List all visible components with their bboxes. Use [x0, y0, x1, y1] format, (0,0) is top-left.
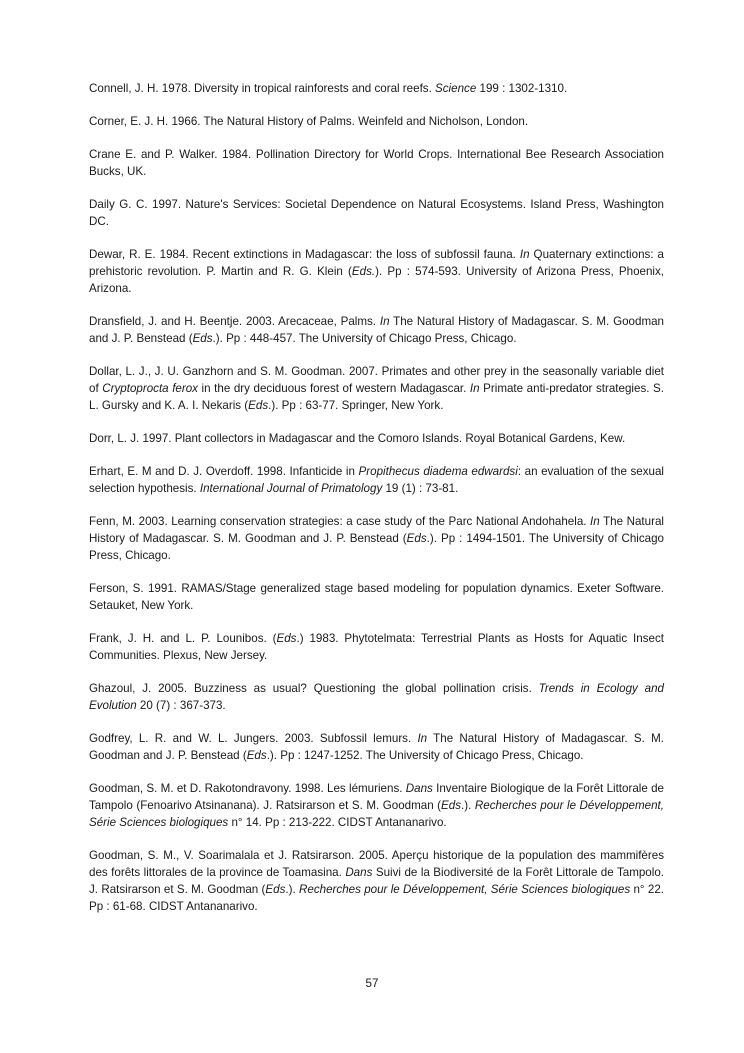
reference-text: Corner, E. J. H. 1966. The Natural History of Palms. Weinfeld and Nicholson, London.	[89, 115, 529, 128]
reference-text: Dorr, L. J. 1997. Plant collectors in Madagascar and the Comoro Islands. Royal Botanical Gardens, Kew.	[89, 432, 626, 445]
italic-text: Dans	[405, 782, 433, 795]
reference-entry	[89, 730, 664, 764]
italic-text: Propithecus diadema edwardsi	[358, 465, 518, 478]
italic-text: In	[590, 515, 600, 528]
reference-entry	[89, 363, 664, 414]
reference-text: Dewar, R. E. 1984. Recent extinctions in Madagascar: the loss of subfossil fauna.	[89, 248, 520, 261]
page-number: 57	[365, 977, 379, 990]
reference-text: .). Pp : 448-457. The University of Chicago Press, Chicago.	[212, 332, 517, 345]
reference-text: .) 1983. Phytotelmata: Terrestrial Plants as Hosts for Aquatic Insect Communities. Plexus, New Jersey.	[89, 632, 664, 662]
reference-text: .).	[461, 799, 475, 812]
reference-list	[89, 80, 664, 931]
reference-text: : an evaluation of the sexual selection hypothesis.	[89, 465, 664, 495]
reference-text: Godfrey, L. R. and W. L. Jungers. 2003. Subfossil lemurs.	[89, 732, 418, 745]
reference-entry	[89, 580, 664, 614]
reference-text: Dransfield, J. and H. Beentje. 2003. Arecaceae, Palms.	[89, 315, 380, 328]
reference-text: Frank, J. H. and L. P. Lounibos. (	[89, 632, 277, 645]
reference-text: n° 14. Pp : 213-222. CIDST Antananarivo.	[228, 816, 447, 829]
italic-text: International Journal of Primatology	[199, 482, 383, 495]
italic-text: Eds	[265, 883, 286, 896]
reference-entry	[89, 430, 664, 447]
reference-text: Daily G. C. 1997. Nature's Services: Societal Dependence on Natural Ecosystems. Island Press, Washington DC.	[89, 198, 664, 228]
reference-text: Ferson, S. 1991. RAMAS/Stage generalized stage based modeling for population dynamics. Exeter Software. Setauket, New York.	[89, 582, 664, 612]
reference-text: .). Pp : 1494-1501. The University of Chicago Press, Chicago.	[89, 532, 664, 562]
italic-text: Eds	[248, 399, 269, 412]
reference-text: Quaternary extinctions: a prehistoric revolution. P. Martin and R. G. Klein (	[89, 248, 664, 278]
italic-text: Eds	[276, 632, 297, 645]
reference-text: in the dry deciduous forest of western Madagascar.	[197, 382, 470, 395]
italic-text: Recherches pour le Développement, Série Sciences biologiques	[299, 883, 631, 896]
reference-text: Goodman, S. M., V. Soarimalala et J. Ratsirarson. 2005. Aperçu historique de la population des mammifères des forêts littorales de la province de Toamasina.	[89, 849, 664, 879]
italic-text: Eds	[246, 749, 267, 762]
reference-text: The Natural History of Madagascar. S. M. Goodman and J. P. Benstead (	[89, 732, 664, 762]
italic-text: Eds	[441, 799, 462, 812]
reference-entry	[89, 113, 664, 130]
reference-entry	[89, 780, 664, 831]
reference-entry	[89, 146, 664, 180]
reference-text: Goodman, S. M. et D. Rakotondravony. 1998. Les lémuriens.	[89, 782, 406, 795]
italic-text: Trends in Ecology and Evolution	[89, 682, 665, 712]
italic-text: Eds	[192, 332, 213, 345]
reference-entry	[89, 680, 664, 714]
italic-text: Cryptoprocta ferox	[102, 382, 198, 395]
reference-text: Primate anti-predator strategies. S. L. Gursky and K. A. I. Nekaris (	[89, 382, 664, 412]
reference-text: Suivi de la Biodiversité de la Forêt Littorale de Tampolo. J. Ratsirarson et S. M. Goodman (	[89, 866, 664, 896]
reference-entry	[89, 513, 664, 564]
reference-text: .). Pp : 63-77. Springer, New York.	[268, 399, 444, 412]
reference-entry	[89, 80, 664, 97]
reference-text: Connell, J. H. 1978. Diversity in tropical rainforests and coral reefs.	[89, 82, 436, 95]
italic-text: In	[469, 382, 480, 395]
reference-entry	[89, 630, 664, 664]
reference-entry	[89, 196, 664, 230]
reference-text: .).	[285, 883, 300, 896]
reference-text: Crane E. and P. Walker. 1984. Pollination Directory for World Crops. International Bee Research Association Bucks, UK.	[89, 148, 664, 178]
italic-text: In	[379, 315, 390, 328]
reference-text: Inventaire Biologique de la Forêt Littorale de Tampolo (Fenoarivo Atsinanana). J. Ratsirarson et S. M. Goodman (	[89, 782, 664, 812]
italic-text: Science	[435, 82, 477, 95]
italic-text: Eds	[406, 532, 427, 545]
italic-text: Eds.	[351, 265, 376, 278]
reference-entry	[89, 246, 664, 297]
reference-text: 20 (7) : 367-373.	[136, 699, 226, 712]
reference-text: 199 : 1302-1310.	[476, 82, 568, 95]
reference-text: ). Pp : 574-593. University of Arizona Press, Phoenix, Arizona.	[89, 265, 665, 295]
reference-text: Dollar, L. J., J. U. Ganzhorn and S. M. Goodman. 2007. Primates and other prey in the seasonally variable diet of	[89, 365, 664, 395]
reference-text: Ghazoul, J. 2005. Buzziness as usual? Questioning the global pollination crisis.	[89, 682, 539, 695]
reference-entry	[89, 847, 664, 915]
reference-text: .). Pp : 1247-1252. The University of Chicago Press, Chicago.	[266, 749, 584, 762]
reference-text: Erhart, E. M and D. J. Overdoff. 1998. Infanticide in	[89, 465, 359, 478]
reference-text: 19 (1) : 73-81.	[382, 482, 459, 495]
italic-text: Dans	[345, 866, 373, 879]
italic-text: Recherches pour le Développement, Série Sciences biologiques	[89, 799, 664, 829]
reference-text: Fenn, M. 2003. Learning conservation strategies: a case study of the Parc National Andohahela.	[89, 515, 591, 528]
italic-text: In	[417, 732, 428, 745]
reference-text: The Natural History of Madagascar. S. M. Goodman and J. P. Benstead (	[89, 515, 664, 545]
reference-entry	[89, 463, 664, 497]
reference-entry	[89, 313, 664, 347]
reference-text: The Natural History of Madagascar. S. M. Goodman and J. P. Benstead (	[89, 315, 664, 345]
reference-text: n° 22. Pp : 61-68. CIDST Antananarivo.	[89, 883, 664, 913]
italic-text: In	[519, 248, 530, 261]
